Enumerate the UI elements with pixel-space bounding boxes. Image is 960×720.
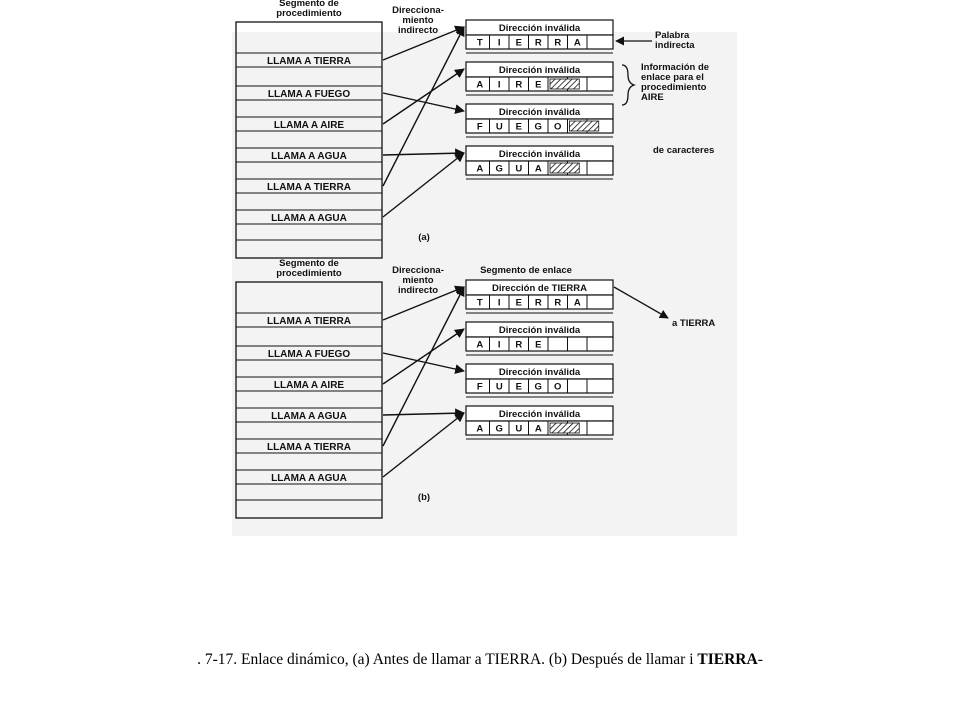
name-char: E (515, 297, 522, 309)
name-char: T (476, 297, 483, 309)
name-char: R (554, 37, 562, 49)
caption-tail: - (757, 651, 763, 668)
call-instruction: LLAMA A FUEGO (267, 89, 351, 100)
link-segment-header: Segmento de enlace (480, 265, 572, 276)
call-instruction: LLAMA A TIERRA (267, 442, 351, 453)
link-entry (466, 62, 613, 95)
address-word-text: Dirección inválida (498, 107, 581, 118)
panel-label: (b) (417, 492, 431, 503)
address-word-text: Dirección inválida (498, 367, 581, 378)
indirect-addressing-label: Direcciona- (392, 265, 444, 276)
name-char: E (535, 339, 542, 351)
annotation-link-info: procedimiento (641, 82, 707, 93)
name-char: E (515, 121, 522, 133)
procedure-segment-header: Segmento de (279, 258, 339, 269)
name-char: A (534, 163, 542, 175)
name-char: R (515, 79, 523, 91)
name-char: G (534, 381, 542, 393)
annotation-link-info: Información de (641, 62, 710, 73)
link-info-brace (622, 65, 634, 105)
indirect-addressing-label: miento (402, 15, 434, 26)
name-char: I (497, 297, 501, 309)
link-entry (466, 20, 613, 53)
name-char: R (554, 297, 562, 309)
name-char: R (534, 37, 542, 49)
caption-bold-word: TIERRA (697, 651, 758, 668)
call-instruction: LLAMA A TIERRA (267, 316, 351, 327)
annotation-link-info: enlace para el (641, 72, 704, 83)
link-entry (466, 280, 613, 313)
name-char: I (497, 79, 501, 91)
panel-a (236, 0, 714, 258)
hatched-end-marker (550, 79, 579, 89)
name-char: U (495, 381, 503, 393)
hatched-end-marker (550, 423, 579, 433)
name-char: G (534, 121, 542, 133)
name-char: O (554, 381, 562, 393)
name-char: E (515, 381, 522, 393)
hatched-end-marker (570, 121, 599, 131)
name-char: U (515, 423, 523, 435)
name-char: A (476, 79, 484, 91)
caption-text: . 7-17. Enlace dinámico, (a) Antes de llamar a TIERRA. (b) Después de llamar i (197, 651, 698, 668)
name-char: G (495, 423, 503, 435)
name-char: I (497, 37, 501, 49)
name-char: F (476, 121, 483, 133)
name-char: O (554, 121, 562, 133)
hatched-end-marker (550, 163, 579, 173)
name-char: E (515, 37, 522, 49)
address-word-text: Dirección inválida (498, 65, 581, 76)
panel-label: (a) (418, 232, 430, 243)
name-char: I (497, 339, 501, 351)
name-char: A (534, 423, 542, 435)
address-word-text: Dirección inválida (498, 149, 581, 160)
panel-b (236, 258, 715, 518)
call-link-arrow (383, 153, 464, 155)
name-char: A (476, 339, 484, 351)
name-char: R (515, 339, 523, 351)
name-char: A (476, 423, 484, 435)
target-pointer (614, 287, 668, 318)
call-instruction: LLAMA A FUEGO (267, 349, 351, 360)
call-instruction: LLAMA A AGUA (271, 411, 347, 422)
link-entry (466, 146, 613, 179)
call-instruction: LLAMA A AGUA (271, 151, 347, 162)
indirect-addressing-label: Direcciona- (392, 5, 444, 16)
name-char: F (476, 381, 483, 393)
name-char: G (495, 163, 503, 175)
procedure-segment-header: procedimiento (276, 268, 342, 279)
annotation-indirect-word: indirecta (655, 40, 695, 51)
address-word-text: Dirección inválida (498, 23, 581, 34)
annotation-char-string: de caracteres (653, 145, 715, 156)
link-entry (466, 104, 613, 137)
procedure-segment-header: Segmento de (279, 0, 339, 9)
indirect-addressing-label: indirecto (397, 25, 439, 36)
name-char: A (573, 297, 581, 309)
call-instruction: LLAMA A TIERRA (267, 182, 351, 193)
name-char: A (573, 37, 581, 49)
address-word-text: Dirección inválida (498, 325, 581, 336)
annotation-link-info: AIRE (641, 92, 664, 103)
name-char: U (495, 121, 503, 133)
address-word-text: Dirección de TIERRA (491, 283, 588, 294)
call-link-arrow (383, 69, 464, 124)
call-link-arrow (383, 413, 464, 415)
indirect-addressing-label: indirecto (397, 285, 439, 296)
call-instruction: LLAMA A AIRE (273, 380, 345, 391)
call-instruction: LLAMA A AGUA (271, 473, 347, 484)
call-instruction: LLAMA A AGUA (271, 213, 347, 224)
procedure-segment-header: procedimiento (276, 8, 342, 19)
name-char: E (535, 79, 542, 91)
name-char: R (534, 297, 542, 309)
name-char: U (515, 163, 523, 175)
indirect-addressing-label: miento (402, 275, 434, 286)
annotation-indirect-word: Palabra (655, 30, 690, 41)
link-entry (466, 322, 613, 355)
call-link-arrow (383, 329, 464, 384)
call-instruction: LLAMA A TIERRA (267, 56, 351, 67)
call-instruction: LLAMA A AIRE (273, 120, 345, 131)
name-char: T (476, 37, 483, 49)
name-char: A (476, 163, 484, 175)
link-entry (466, 364, 613, 397)
address-word-text: Dirección inválida (498, 409, 581, 420)
annotation-target: a TIERRA (672, 318, 716, 329)
figure-caption (0, 651, 960, 669)
link-entry (466, 406, 613, 439)
